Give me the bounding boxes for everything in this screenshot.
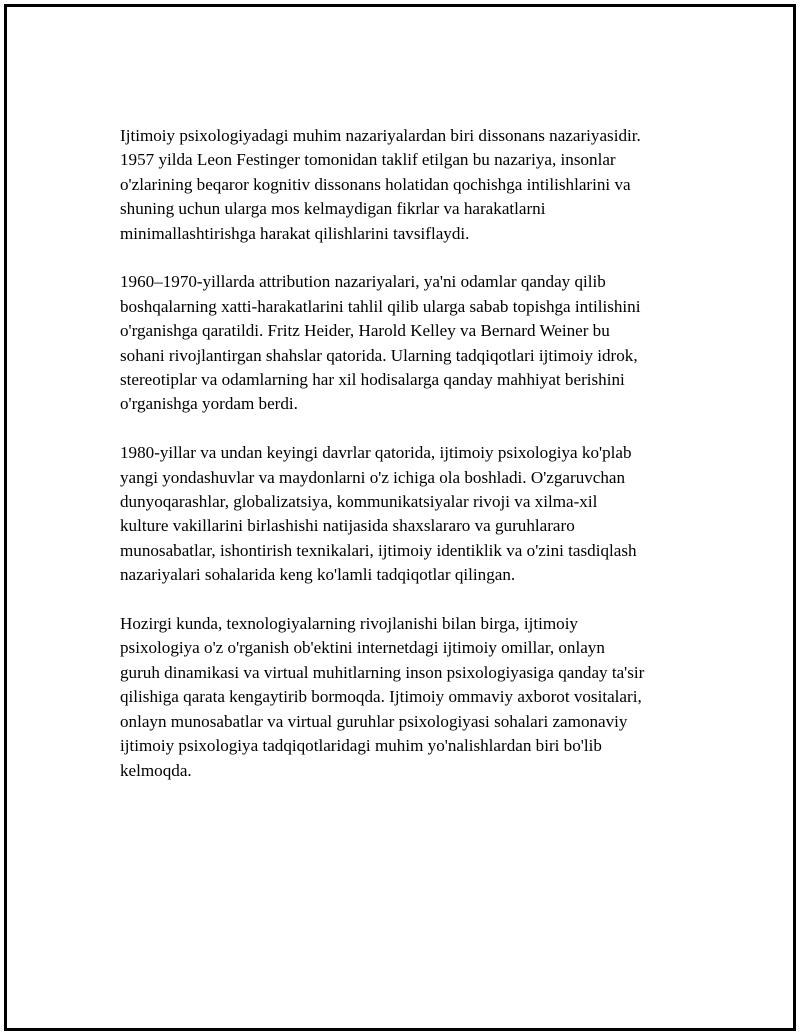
text-line: Hozirgi kunda, texnologiyalarning rivojlanishi bilan birga, ijtimoiy <box>120 614 578 634</box>
text-line: o'zlarining beqaror kognitiv dissonans holatidan qochishga intilishlarini va <box>120 174 631 194</box>
text-line: nazariyalari sohalarida keng ko'lamli tadqiqotlar qilingan. <box>120 565 516 585</box>
paragraph-1 <box>120 124 700 246</box>
text-line: kelmoqda. <box>120 760 192 780</box>
text-line: yangi yondashuvlar va maydonlarni o'z ichiga ola boshladi. O'zgaruvchan <box>120 467 626 487</box>
paragraph-3 <box>120 441 700 587</box>
text-line: shuning uchun ularga mos kelmaydigan fikrlar va harakatlarni <box>120 199 546 219</box>
text-line: 1957 yilda Leon Festinger tomonidan taklif etilgan bu nazariya, insonlar <box>120 150 616 170</box>
text-line: 1980-yillar va undan keyingi davrlar qatorida, ijtimoiy psixologiya ko'plab <box>120 443 632 463</box>
text-line: o'rganishga qaratildi. Fritz Heider, Harold Kelley va Bernard Weiner bu <box>120 321 610 341</box>
text-line: sohani rivojlantirgan shahslar qatorida. Ularning tadqiqotlari ijtimoiy idrok, <box>120 345 638 365</box>
text-line: dunyoqarashlar, globalizatsiya, kommunikatsiyalar rivoji va xilma-xil <box>120 492 598 512</box>
document-body <box>120 124 700 783</box>
text-line: munosabatlar, ishontirish texnikalari, ijtimoiy identiklik va o'zini tasdiqlash <box>120 540 637 560</box>
text-line: qilishiga qarata kengaytirib bormoqda. Ijtimoiy ommaviy axborot vositalari, <box>120 687 642 707</box>
text-line: stereotiplar va odamlarning har xil hodisalarga qanday mahhiyat berishini <box>120 370 625 390</box>
page-frame <box>4 4 796 1031</box>
paragraph-4 <box>120 612 700 783</box>
text-line: o'rganishga yordam berdi. <box>120 394 298 414</box>
text-line: ijtimoiy psixologiya tadqiqotlaridagi muhim yo'nalishlardan biri bo'lib <box>120 736 602 756</box>
text-line: Ijtimoiy psixologiyadagi muhim nazariyalardan biri dissonans nazariyasidir. <box>120 126 641 145</box>
text-line: kulture vakillarini birlashishi natijasida shaxslararo va guruhlararo <box>120 516 575 536</box>
text-line: boshqalarning xatti-harakatlarini tahlil qilib ularga sabab topishga intilishini <box>120 296 641 316</box>
text-line: psixologiya o'z o'rganish ob'ektini internetdagi ijtimoiy omillar, onlayn <box>120 638 605 658</box>
text-line: guruh dinamikasi va virtual muhitlarning inson psixologiyasiga qanday ta'sir <box>120 662 645 682</box>
text-line: minimallashtirishga harakat qilishlarini tavsiflaydi. <box>120 223 470 243</box>
text-line: onlayn munosabatlar va virtual guruhlar psixologiyasi sohalari zamonaviy <box>120 711 628 731</box>
text-line: 1960–1970-yillarda attribution nazariyalari, ya'ni odamlar qanday qilib <box>120 272 606 292</box>
paragraph-2 <box>120 270 700 416</box>
